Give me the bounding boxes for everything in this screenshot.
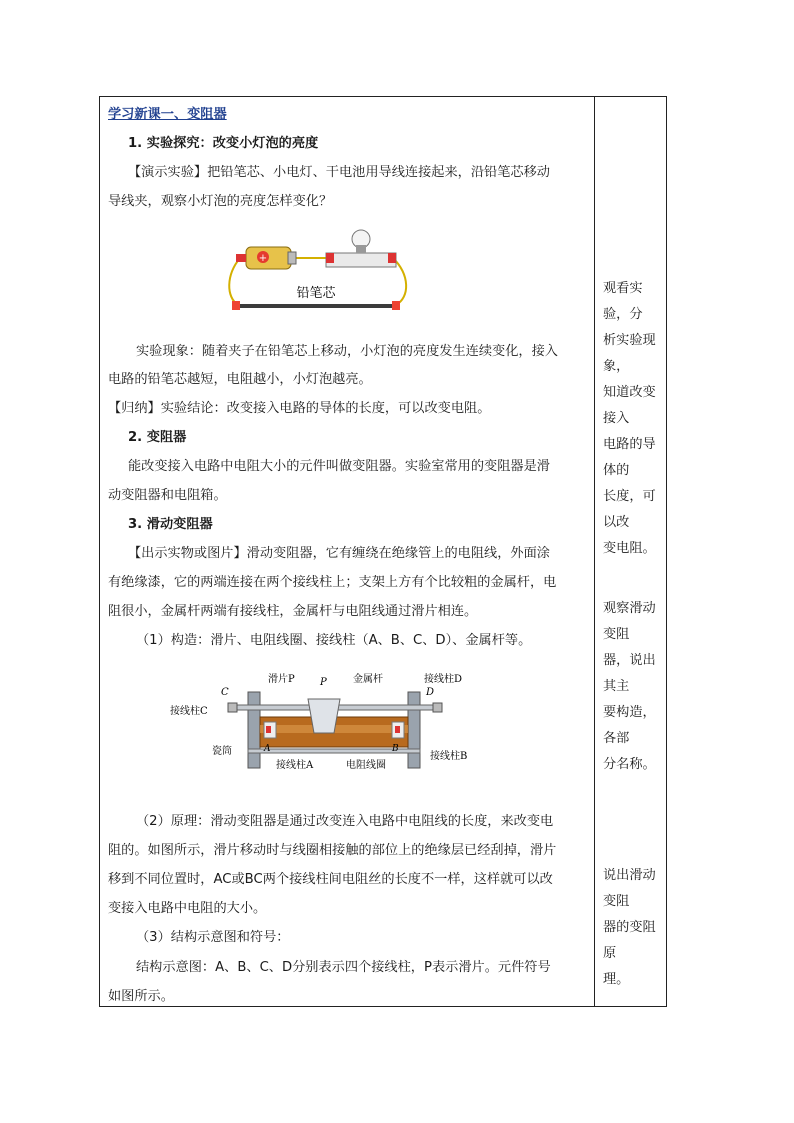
left-bracket: [248, 692, 260, 768]
lesson-table: [99, 96, 667, 1007]
svg-text:+: +: [258, 253, 268, 264]
slider-p: [308, 699, 340, 733]
side-note-1-line: 观看实验，分: [603, 281, 643, 322]
side-note-3-line: 理。: [603, 972, 630, 987]
side-note-2-line: 观察滑动变阻: [603, 601, 656, 642]
right-bracket: [408, 692, 420, 768]
side-note-1-line: 电路的导体的: [603, 437, 656, 478]
phenomenon-line-1: 实验现象：随着夹子在铅笔芯上移动，小灯泡的亮度发生连续变化，接入: [136, 344, 558, 359]
label-post-d: 接线柱D: [424, 674, 463, 685]
label-c: C: [221, 687, 229, 698]
label-slider: 滑片P: [268, 674, 295, 685]
bulb-socket: [356, 245, 366, 253]
p2-line-1: 能改变接入电路中电阻大小的元件叫做变阻器。实验室常用的变阻器是滑: [128, 459, 550, 474]
lamp-terminal-right: [388, 253, 396, 263]
label-tube: 瓷筒: [212, 746, 232, 757]
label-coil: 电阻线圈: [346, 760, 386, 771]
side-note-2: [603, 596, 663, 778]
pencil-circuit-figure: [218, 225, 418, 325]
label-post-b: 接线柱B: [430, 751, 468, 762]
alligator-clip-right: [392, 301, 400, 310]
post-a-mark: [266, 726, 271, 733]
structure-heading: （3）结构示意图和符号：: [136, 930, 290, 945]
heading-1: 1. 实验探究：改变小灯泡的亮度: [128, 136, 319, 151]
construct: （1）构造：滑片、电阻线圈、接线柱（A、B、C、D）、金属杆等。: [136, 633, 532, 648]
demo-line-2: 导线夹，观察小灯泡的亮度怎样变化？: [108, 194, 333, 209]
side-note-1-line: 析实验现象，: [603, 333, 656, 374]
summary: 【归纳】实验结论：改变接入电路的导体的长度，可以改变电阻。: [108, 401, 491, 416]
structure-line-1: 结构示意图：A、B、C、D分别表示四个接线柱，P表示滑片。元件符号: [136, 960, 551, 975]
principle-line-2: 阻的。如图所示，滑片移动时与线圈相接触的部位上的绝缘层已经刮掉，滑片: [108, 843, 557, 858]
side-note-1-line: 长度，可以改: [603, 489, 656, 530]
rheostat-figure: [168, 667, 498, 772]
structure-line-2: 如图所示。: [108, 989, 174, 1004]
p3-line-1: 【出示实物或图片】滑动变阻器，它有缠绕在绝缘管上的电阻线，外面涂: [128, 546, 550, 561]
side-note-2-line: 分名称。: [603, 757, 656, 772]
side-note-2-line: 器，说出其主: [603, 653, 656, 694]
label-a: A: [264, 744, 271, 754]
p3-line-2: 有绝缘漆，它的两端连接在两个接线柱上；支架上方有个比较粗的金属杆，电: [108, 575, 557, 590]
pencil-label: 铅笔芯: [296, 286, 336, 301]
label-post-c: 接线柱C: [170, 706, 208, 717]
label-d: D: [426, 687, 435, 698]
principle-line-1: （2）原理：滑动变阻器是通过改变连入电路中电阻线的长度，来改变电: [136, 814, 554, 829]
side-note-1-line: 变电阻。: [603, 541, 656, 556]
battery-cap: [288, 252, 296, 264]
side-note-1-line: 知道改变接入: [603, 385, 656, 426]
post-c-knob: [228, 703, 237, 712]
side-note-2-line: 要构造，各部: [603, 705, 656, 746]
pencil-lead: [238, 304, 398, 308]
heading-3: 3. 滑动变阻器: [128, 517, 213, 532]
label-b: B: [392, 744, 399, 754]
p2-line-2: 动变阻器和电阻箱。: [108, 488, 227, 503]
alligator-clip-left: [232, 301, 240, 310]
battery-clip-left: [236, 254, 246, 262]
lamp-terminal-left: [326, 253, 334, 263]
demo-line-1: 【演示实验】把铅笔芯、小电灯、干电池用导线连接起来，沿铅笔芯移动: [128, 165, 550, 180]
side-note-3-line: 器的变阻原: [603, 920, 656, 961]
side-note-3-line: 说出滑动变阻: [603, 868, 656, 909]
principle-line-3: 移到不同位置时，AC或BC两个接线柱间电阻丝的长度不一样，这样就可以改: [108, 872, 553, 887]
column-divider: [594, 97, 595, 1006]
left-wire: [229, 258, 240, 305]
label-p: P: [320, 677, 327, 688]
label-post-a: 接线柱A: [276, 760, 314, 771]
p3-line-3: 阻很小，金属杆两端有接线柱，金属杆与电阻线通过滑片相连。: [108, 604, 478, 619]
lamp-base: [326, 253, 396, 267]
label-rod: 金属杆: [353, 674, 383, 685]
section-title: 学习新课一、变阻器: [108, 107, 227, 122]
post-b-mark: [395, 726, 400, 733]
principle-line-4: 变接入电路中电阻的大小。: [108, 901, 267, 916]
phenomenon-line-2: 电路的铅笔芯越短，电阻越小，小灯泡越亮。: [108, 372, 372, 387]
side-note-1: [603, 276, 663, 562]
heading-2: 2. 变阻器: [128, 430, 187, 445]
post-d-knob: [433, 703, 442, 712]
side-note-3: [603, 863, 663, 993]
